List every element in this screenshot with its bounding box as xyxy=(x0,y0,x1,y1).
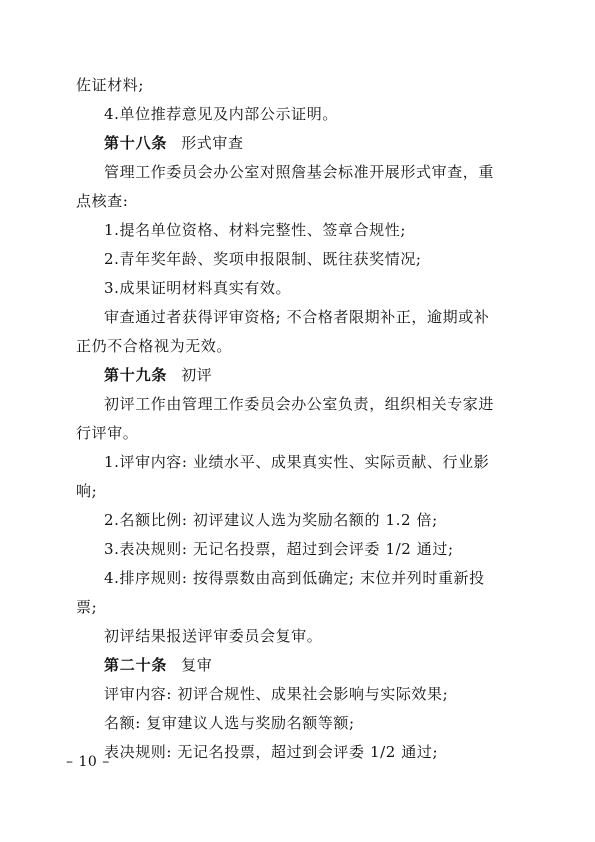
text-line: 名额: 复审建议人选与奖励名额等额; xyxy=(104,714,355,732)
article-heading xyxy=(76,651,516,680)
text-line: 管理工作委员会办公室对照詹基会标准开展形式审查，重 xyxy=(104,163,495,181)
text-line: 1.评审内容: 业绩水平、成果真实性、实际贡献、行业影 xyxy=(104,453,490,471)
text-line: 行评审。 xyxy=(76,424,139,442)
text-line: 初评工作由管理工作委员会办公室负责，组织相关专家进 xyxy=(104,395,495,413)
document-body xyxy=(76,71,516,767)
article-heading xyxy=(76,129,516,158)
article-number: 第十九条 xyxy=(104,366,168,384)
text-line: 审查通过者获得评审资格; 不合格者限期补正，逾期或补 xyxy=(104,308,490,326)
article-heading xyxy=(76,361,516,390)
text-line: 评审内容: 初评合规性、成果社会影响与实际效果; xyxy=(104,685,449,703)
article-number: 第二十条 xyxy=(104,656,168,674)
article-number: 第十八条 xyxy=(104,134,168,152)
article-title: 复审 xyxy=(181,656,213,674)
text-line: 正仍不合格视为无效。 xyxy=(76,337,233,355)
article-title: 形式审查 xyxy=(181,134,244,152)
text-line: 初评结果报送评审委员会复审。 xyxy=(104,627,323,645)
text-line: 1.提名单位资格、材料完整性、签章合规性; xyxy=(104,221,406,239)
text-line: 票; xyxy=(76,598,98,616)
text-line: 表决规则: 无记名投票，超过到会评委 1/2 通过; xyxy=(104,743,439,761)
text-line: 响; xyxy=(76,482,98,500)
text-line: 2.青年奖年龄、奖项申报限制、既往获奖情况; xyxy=(104,250,422,268)
text-line: 点核查: xyxy=(76,192,129,210)
page-number: – 10 – xyxy=(66,754,110,770)
text-line: 3.成果证明材料真实有效。 xyxy=(104,279,292,297)
text-line: 佐证材料; xyxy=(76,76,145,94)
text-line: 3.表决规则: 无记名投票，超过到会评委 1/2 通过; xyxy=(104,540,454,558)
text-line: 4.单位推荐意见及内部公示证明。 xyxy=(104,105,338,123)
text-line: 4.排序规则: 按得票数由高到低确定; 末位并列时重新投 xyxy=(104,569,485,587)
article-title: 初评 xyxy=(181,366,213,384)
text-line: 2.名额比例: 初评建议人选为奖励名额的 1.2 倍; xyxy=(104,511,438,529)
